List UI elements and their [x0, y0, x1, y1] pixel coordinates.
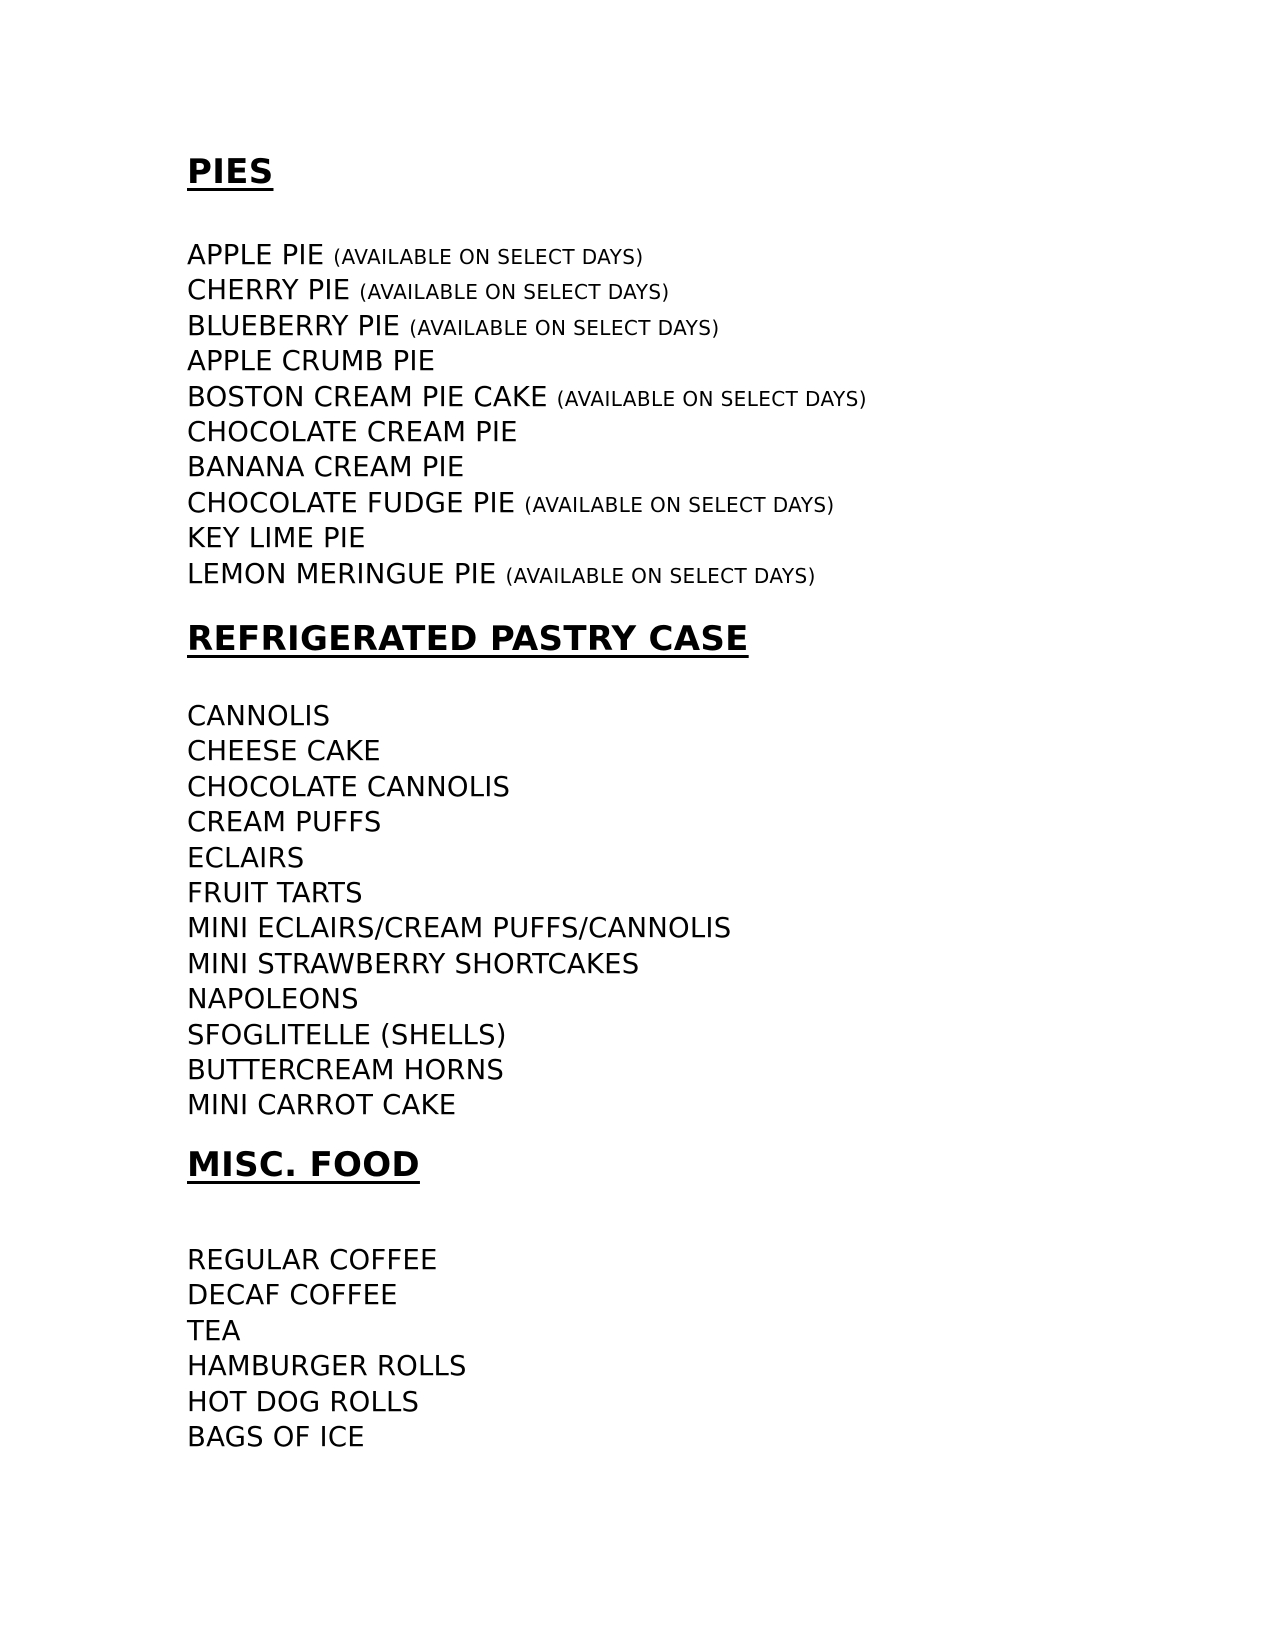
- item-name: BANANA CREAM PIE: [187, 451, 465, 484]
- pies-list: [187, 238, 1187, 592]
- list-item: [187, 486, 1187, 521]
- list-item: CREAM PUFFS: [187, 806, 382, 839]
- list-item: TEA: [187, 1314, 241, 1347]
- list-item: [187, 309, 1187, 344]
- item-name: CHOCOLATE FUDGE PIE: [187, 486, 516, 519]
- pies-section: [187, 152, 1187, 592]
- item-name: BLUEBERRY PIE: [187, 309, 401, 342]
- item-name: CHERRY PIE: [187, 274, 351, 307]
- availability-note: (AVAILABLE ON SELECT DAYS): [333, 245, 644, 269]
- item-name: KEY LIME PIE: [187, 522, 366, 555]
- list-item: HAMBURGER ROLLS: [187, 1350, 467, 1383]
- list-item: [187, 557, 1187, 592]
- pastry-section: [187, 619, 1187, 1124]
- availability-note: (AVAILABLE ON SELECT DAYS): [524, 492, 835, 517]
- list-item: [187, 415, 1187, 450]
- list-item: MINI ECLAIRS/CREAM PUFFS/CANNOLIS: [187, 912, 732, 945]
- list-item: [187, 380, 1187, 415]
- list-item: DECAF COFFEE: [187, 1279, 398, 1312]
- availability-note: (AVAILABLE ON SELECT DAYS): [409, 315, 720, 340]
- misc-heading: MISC. FOOD: [187, 1145, 420, 1185]
- item-name: CHOCOLATE CREAM PIE: [187, 415, 518, 448]
- list-item: HOT DOG ROLLS: [187, 1385, 420, 1418]
- list-item: FRUIT TARTS: [187, 876, 363, 909]
- pastry-heading: REFRIGERATED PASTRY CASE: [187, 619, 749, 659]
- list-item: SFOGLITELLE (SHELLS): [187, 1018, 507, 1051]
- list-item: [187, 344, 1187, 379]
- list-item: BUTTERCREAM HORNS: [187, 1053, 505, 1086]
- list-item: ECLAIRS: [187, 841, 305, 874]
- list-item: CHOCOLATE CANNOLIS: [187, 770, 511, 803]
- list-item: MINI STRAWBERRY SHORTCAKES: [187, 947, 640, 980]
- list-item: MINI CARROT CAKE: [187, 1089, 457, 1122]
- pies-heading: PIES: [187, 152, 274, 192]
- availability-note: (AVAILABLE ON SELECT DAYS): [359, 280, 670, 305]
- misc-section: [187, 1145, 1187, 1455]
- list-item: [187, 450, 1187, 485]
- misc-list: [187, 1243, 1187, 1455]
- item-name: APPLE CRUMB PIE: [187, 345, 436, 378]
- availability-note: (AVAILABLE ON SELECT DAYS): [556, 386, 867, 411]
- list-item: [187, 521, 1187, 556]
- list-item: [187, 273, 1187, 308]
- item-name: BOSTON CREAM PIE CAKE: [187, 380, 548, 413]
- item-name: APPLE PIE: [187, 239, 325, 271]
- list-item: CANNOLIS: [187, 700, 331, 732]
- pastry-list: [187, 699, 1187, 1124]
- availability-note: (AVAILABLE ON SELECT DAYS): [505, 563, 816, 588]
- item-name: LEMON MERINGUE PIE: [187, 557, 497, 590]
- list-item: BAGS OF ICE: [187, 1420, 365, 1453]
- list-item: CHEESE CAKE: [187, 735, 381, 768]
- list-item: REGULAR COFFEE: [187, 1244, 438, 1276]
- list-item: [187, 238, 1187, 273]
- list-item: NAPOLEONS: [187, 983, 359, 1016]
